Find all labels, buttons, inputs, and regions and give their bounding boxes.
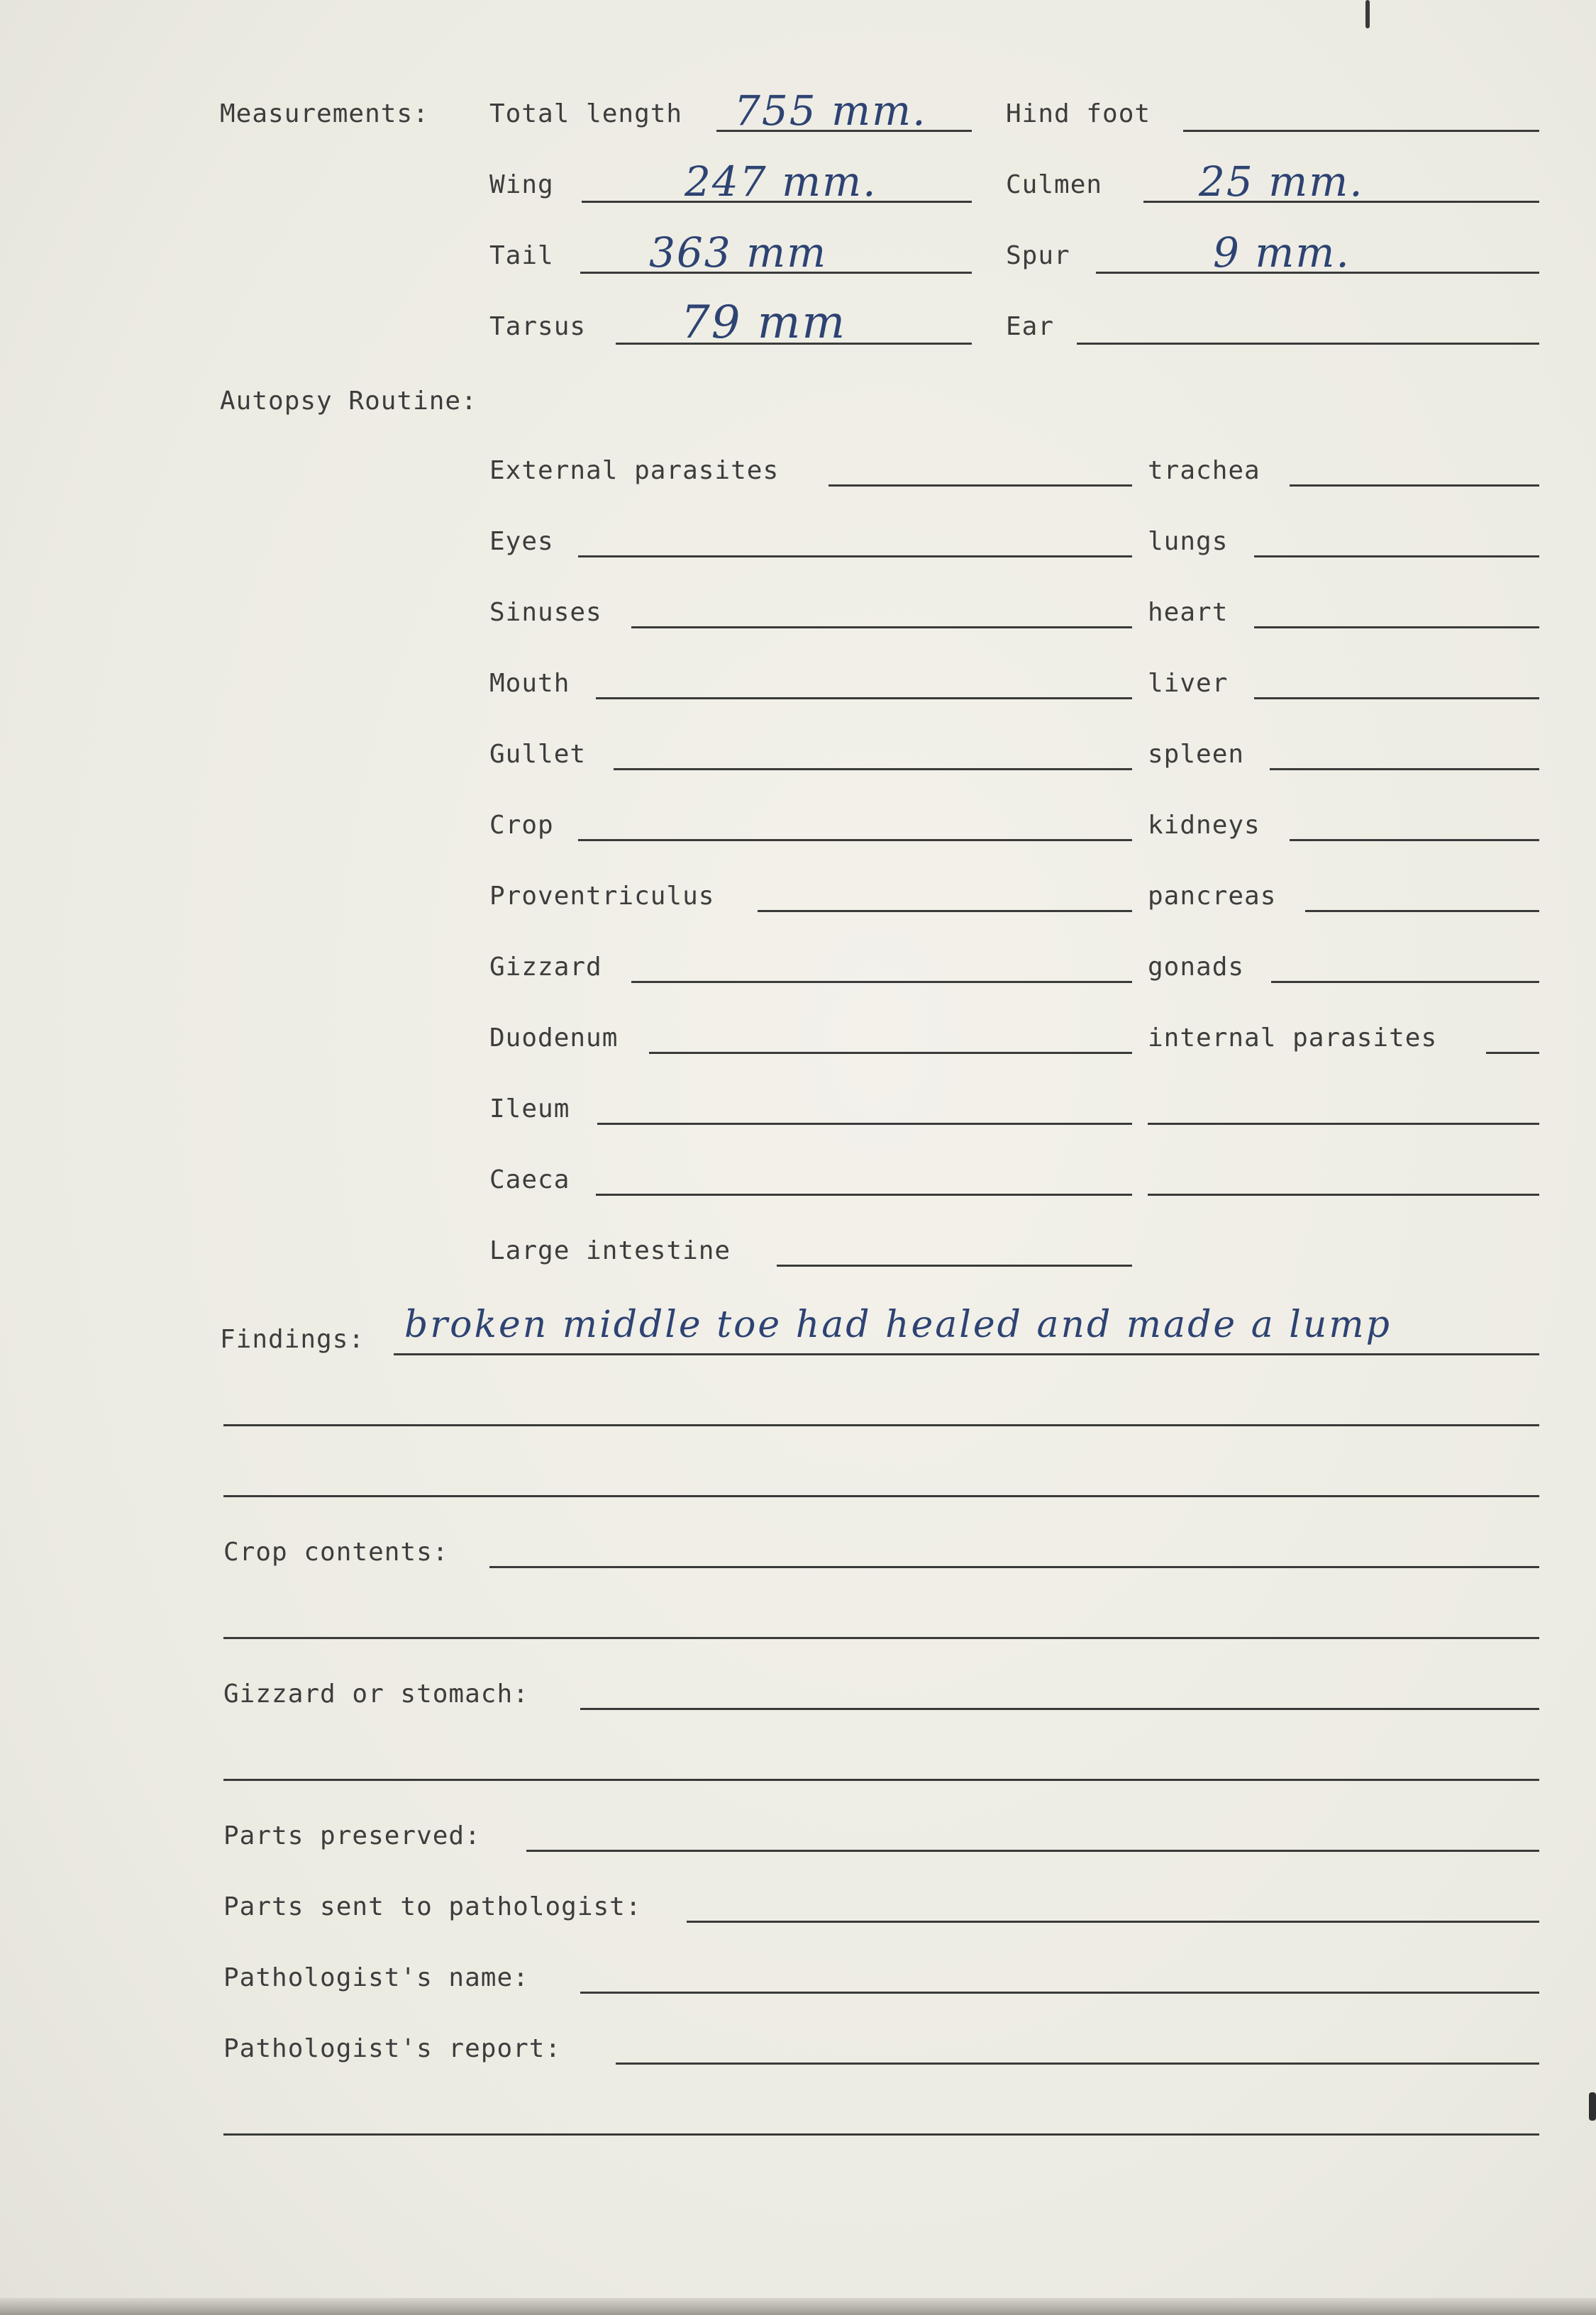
scan-edge <box>0 2298 1596 2315</box>
line-blank-right-2[interactable] <box>1148 1194 1539 1196</box>
line-caeca[interactable] <box>596 1194 1132 1196</box>
pathologist-name-line[interactable] <box>580 1992 1539 1994</box>
line-large-intestine[interactable] <box>777 1265 1132 1267</box>
line-eyes[interactable] <box>578 555 1132 557</box>
line-internal-parasites[interactable] <box>1486 1052 1539 1054</box>
ear-line[interactable] <box>1077 343 1539 345</box>
field-kidneys: kidneys <box>1148 811 1260 840</box>
total-length-value: 755 mm. <box>734 87 927 135</box>
crop-contents-label: Crop contents: <box>223 1538 449 1567</box>
gizzard-stomach-label: Gizzard or stomach: <box>223 1680 529 1709</box>
ink-blot <box>1589 2092 1596 2121</box>
culmen-label: Culmen <box>1006 170 1103 199</box>
tail-label: Tail <box>489 241 554 270</box>
tarsus-value: 79 mm <box>681 296 847 349</box>
pathologist-name-label: Pathologist's name: <box>223 1963 529 1992</box>
line-kidneys[interactable] <box>1290 839 1539 841</box>
line-lungs[interactable] <box>1254 555 1539 557</box>
field-eyes: Eyes <box>489 527 554 556</box>
line-spleen[interactable] <box>1270 768 1539 770</box>
gizzard-stomach-line-1[interactable] <box>580 1708 1539 1710</box>
line-pancreas[interactable] <box>1305 910 1539 912</box>
line-heart[interactable] <box>1254 626 1539 628</box>
spur-label: Spur <box>1006 241 1070 270</box>
field-large-intestine: Large intestine <box>489 1236 731 1265</box>
pathologist-report-line-2[interactable] <box>223 2133 1539 2136</box>
field-ileum: Ileum <box>489 1094 570 1123</box>
crop-contents-line-1[interactable] <box>489 1566 1539 1568</box>
culmen-value: 25 mm. <box>1199 157 1364 206</box>
line-mouth[interactable] <box>596 697 1132 699</box>
autopsy-heading: Autopsy Routine: <box>220 387 477 416</box>
tarsus-label: Tarsus <box>489 312 587 341</box>
parts-sent-line[interactable] <box>687 1921 1539 1923</box>
field-gullet: Gullet <box>489 740 587 769</box>
findings-line-3[interactable] <box>223 1495 1539 1497</box>
pathologist-report-line-1[interactable] <box>616 2063 1539 2065</box>
field-heart: heart <box>1148 598 1229 627</box>
field-pancreas: pancreas <box>1148 882 1277 911</box>
hind-foot-label: Hind foot <box>1006 99 1151 128</box>
wing-label: Wing <box>489 170 554 199</box>
findings-line-1[interactable] <box>394 1353 1539 1355</box>
field-duodenum: Duodenum <box>489 1023 619 1053</box>
pathologist-report-label: Pathologist's report: <box>223 2034 562 2063</box>
line-blank-right-1[interactable] <box>1148 1123 1539 1125</box>
parts-preserved-label: Parts preserved: <box>223 1821 481 1850</box>
field-trachea: trachea <box>1148 456 1260 485</box>
gizzard-stomach-line-2[interactable] <box>223 1779 1539 1781</box>
line-sinuses[interactable] <box>631 626 1132 628</box>
line-duodenum[interactable] <box>649 1052 1132 1054</box>
line-crop[interactable] <box>578 839 1132 841</box>
findings-value: broken middle toe had healed and made a lump <box>404 1304 1392 1346</box>
field-crop: Crop <box>489 811 554 840</box>
line-external-parasites[interactable] <box>829 484 1132 487</box>
line-gullet[interactable] <box>614 768 1132 770</box>
field-proventriculus: Proventriculus <box>489 882 715 911</box>
hind-foot-line[interactable] <box>1183 130 1539 132</box>
findings-label: Findings: <box>220 1325 365 1354</box>
field-internal-parasites: internal parasites <box>1148 1023 1438 1053</box>
line-ileum[interactable] <box>597 1123 1132 1125</box>
line-gonads[interactable] <box>1271 981 1539 983</box>
parts-sent-label: Parts sent to pathologist: <box>223 1892 642 1921</box>
field-spleen: spleen <box>1148 740 1245 769</box>
spur-value: 9 mm. <box>1213 228 1351 277</box>
field-sinuses: Sinuses <box>489 598 602 627</box>
measurements-heading: Measurements: <box>220 99 429 128</box>
field-caeca: Caeca <box>489 1165 570 1194</box>
field-gizzard: Gizzard <box>489 953 602 982</box>
field-liver: liver <box>1148 669 1229 698</box>
field-mouth: Mouth <box>489 669 570 698</box>
pen-mark <box>1365 0 1370 28</box>
field-external-parasites: External parasites <box>489 456 780 485</box>
field-gonads: gonads <box>1148 953 1245 982</box>
crop-contents-line-2[interactable] <box>223 1637 1539 1639</box>
line-trachea[interactable] <box>1290 484 1539 487</box>
line-gizzard[interactable] <box>631 981 1132 983</box>
wing-value: 247 mm. <box>685 157 877 206</box>
parts-preserved-line[interactable] <box>526 1850 1539 1852</box>
line-proventriculus[interactable] <box>758 910 1132 912</box>
findings-line-2[interactable] <box>223 1424 1539 1426</box>
line-liver[interactable] <box>1254 697 1539 699</box>
total-length-label: Total length <box>489 99 683 128</box>
field-lungs: lungs <box>1148 527 1229 556</box>
ear-label: Ear <box>1006 312 1055 341</box>
tail-value: 363 mm <box>649 228 828 277</box>
